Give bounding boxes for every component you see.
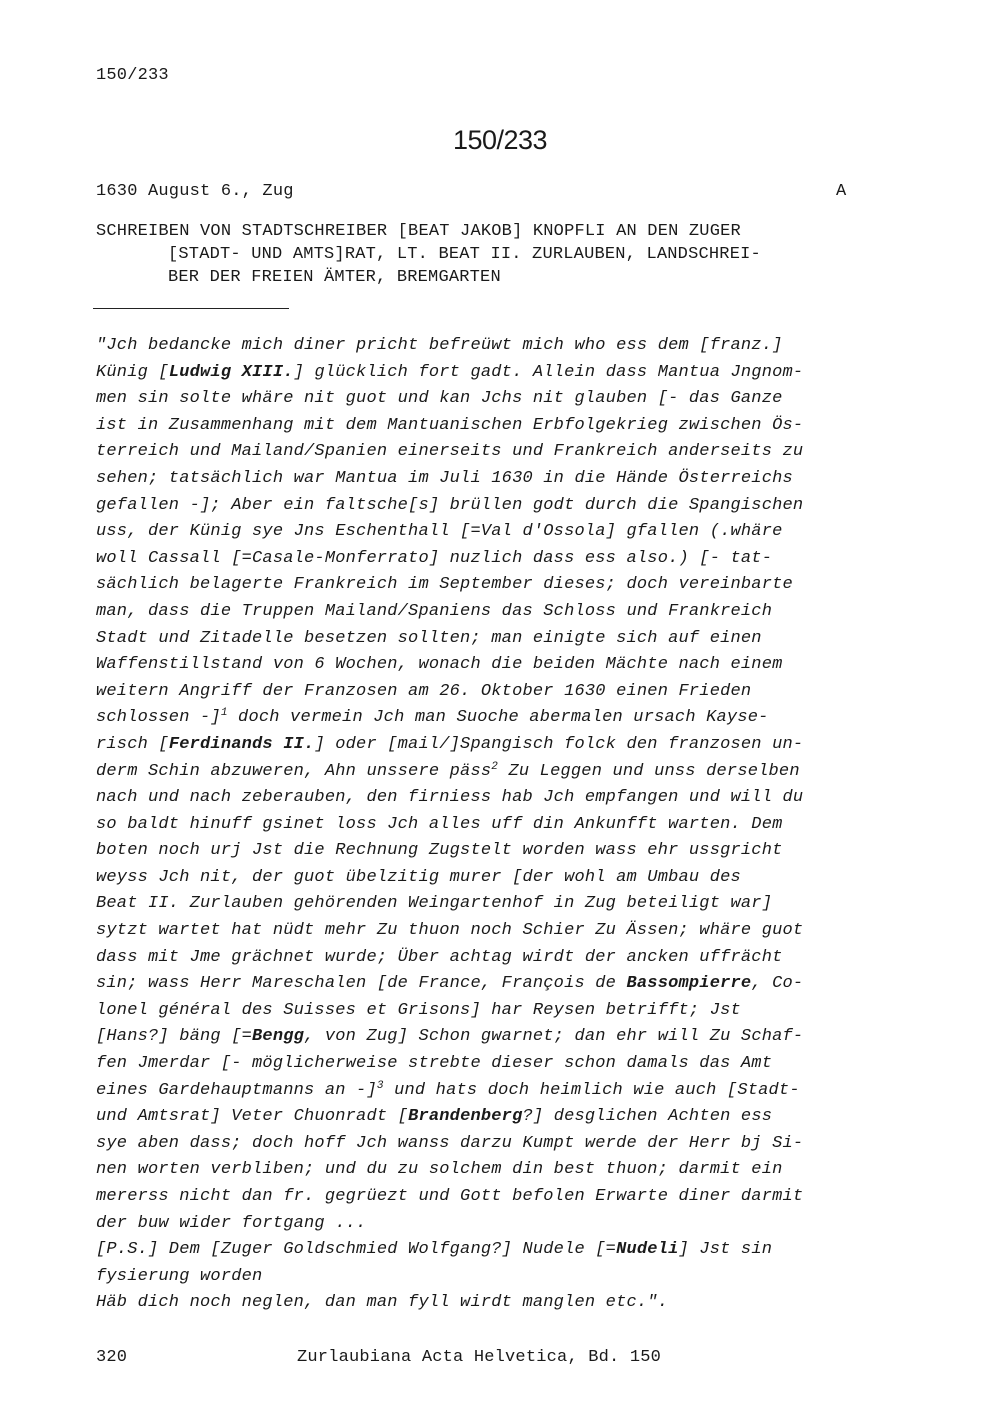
footnote-ref[interactable]: 2	[491, 760, 499, 773]
person-name: Nudeli	[616, 1240, 679, 1260]
footnote-ref[interactable]: 1	[220, 707, 228, 720]
text-line: "Jch bedancke mich diner pricht befreüwt mich who ess dem [franz.]	[96, 336, 783, 355]
footnote-ref[interactable]: 3	[376, 1079, 384, 1092]
person-name: Ferdinands II.	[168, 734, 315, 754]
title-line: [STADT- UND AMTS]RAT, LT. BEAT II. ZURLAUBEN, LANDSCHREI-	[168, 245, 761, 264]
text-line: Beat II. Zurlauben gehörenden Weingartenhof in Zug beteiligt war]	[96, 894, 773, 914]
text-line: nen worten verbliben; und du zu solchem din best thuon; darmit ein	[96, 1160, 783, 1180]
text-line: und Amtsrat] Veter Chuonradt [Brandenberg?] desglichen Achten ess	[96, 1107, 773, 1127]
text-line: lonel général des Suisses et Grisons] har Reysen betrifft; Jst	[96, 1000, 741, 1020]
person-name: Brandenberg	[408, 1107, 523, 1127]
person-name: Ludwig XIII.	[168, 362, 294, 382]
footer-page-number: 320	[96, 1348, 128, 1367]
text-line: Häb dich noch neglen, dan man fyll wirdt manglen etc.".	[96, 1293, 669, 1313]
text-line: woll Cassall [=Casale-Monferrato] nuzlich dass ess also.) [- tat-	[96, 548, 773, 568]
text-line: Stadt und Zitadelle besetzen sollten; man einigte sich auf einen	[96, 628, 762, 648]
text-line: fen Jmerdar [- möglicherweise strebte dieser schon damals das Amt	[96, 1054, 773, 1074]
letter-transcription	[96, 333, 866, 1317]
text-line: uss, der Künig sye Jns Eschenthall [=Val d'Ossola] gfallen (.whäre	[96, 522, 783, 542]
person-name: Bassompierre	[626, 974, 752, 994]
text-line: so baldt hinuff gsinet loss Jch alles uff din Ankunfft warten. Dem	[96, 814, 783, 834]
text-line: terreich und Mailand/Spanien einerseits und Frankreich anderseits zu	[96, 442, 804, 462]
text-line: [Hans?] bäng [=Bengg, von Zug] Schon gwarnet; dan ehr will Zu Schaf-	[96, 1027, 804, 1047]
document-letter: A	[836, 182, 847, 201]
text-line: sehen; tatsächlich war Mantua im Juli 1630 in die Hände Österreichs	[96, 468, 793, 488]
text-line: dass mit Jme grächnet wurde; Über achtag wirdt der ancken uffrächt	[96, 947, 783, 967]
text-line: sächlich belagerte Frankreich im September dieses; doch vereinbarte	[96, 575, 793, 595]
page-number-top: 150/233	[96, 66, 169, 85]
date-place: 1630 August 6., Zug	[96, 182, 294, 201]
text-line: derm Schin abzuweren, Ahn unssere päss$^2$ Zu Leggen und unss derselben	[96, 760, 800, 781]
text-line: risch [Ferdinands II.] oder [mail/]Spangisch folck den franzosen un-	[96, 734, 804, 754]
page-heading: 150/233	[452, 125, 548, 155]
text-line: nach und nach zeberauben, den firniess hab Jch empfangen und will du	[96, 788, 804, 808]
text-line: weitern Angriff der Franzosen am 26. Oktober 1630 einen Frieden	[96, 681, 752, 701]
document-title	[96, 220, 866, 289]
text-line: sye aben dass; doch hoff Jch wanss darzu Kumpt werde der Herr bj Si-	[96, 1133, 804, 1153]
title-line: BER DER FREIEN ÄMTER, BREMGARTEN	[168, 268, 501, 287]
text-line: weyss Jch nit, der guot übelzitig murer [der wohl am Umbau des	[96, 867, 741, 887]
text-line: boten noch urj Jst die Rechnung Zugstelt worden wass ehr ussgricht	[96, 841, 783, 861]
footer-journal-title: Zurlaubiana Acta Helvetica, Bd. 150	[297, 1348, 662, 1367]
text-line: fysierung worden	[96, 1266, 263, 1286]
separator-rule	[93, 308, 289, 309]
text-line: Waffenstillstand von 6 Wochen, wonach die beiden Mächte nach einem	[96, 655, 783, 675]
text-line: eines Gardehauptmanns an -]$^3$ und hats doch heimlich wie auch [Stadt-	[96, 1079, 800, 1100]
text-line: ist in Zusammenhang mit dem Mantuanischen Erbfolgekrieg zwischen Ös-	[96, 415, 804, 435]
text-line: men sin solte whäre nit guot und kan Jchs nit glauben [- das Ganze	[96, 389, 783, 409]
text-line: [P.S.] Dem [Zuger Goldschmied Wolfgang?] Nudele [=Nudeli] Jst sin	[96, 1240, 773, 1260]
text-line: schlossen -]$^1$ doch vermein Jch man Suoche abermalen ursach Kayse-	[96, 707, 769, 728]
text-line: gefallen -]; Aber ein faltsche[s] brüllen godt durch die Spangischen	[96, 495, 804, 515]
person-name: Bengg	[252, 1027, 305, 1047]
text-line: der buw wider fortgang ...	[96, 1213, 367, 1233]
text-line: mererss nicht dan fr. gegrüezt und Gott befolen Erwarte diner darmit	[96, 1187, 804, 1206]
title-line: SCHREIBEN VON STADTSCHREIBER [BEAT JAKOB] KNOPFLI AN DEN ZUGER	[96, 222, 741, 241]
text-line: man, dass die Truppen Mailand/Spaniens das Schloss und Frankreich	[96, 601, 773, 621]
text-line: sytzt wartet hat nüdt mehr Zu thuon noch Schier Zu Ässen; whäre guot	[96, 921, 804, 941]
text-line: sin; wass Herr Mareschalen [de France, François de Bassompierre, Co-	[96, 974, 804, 994]
text-line: Künig [Ludwig XIII.] glücklich fort gadt. Allein dass Mantua Jngnom-	[96, 362, 804, 382]
